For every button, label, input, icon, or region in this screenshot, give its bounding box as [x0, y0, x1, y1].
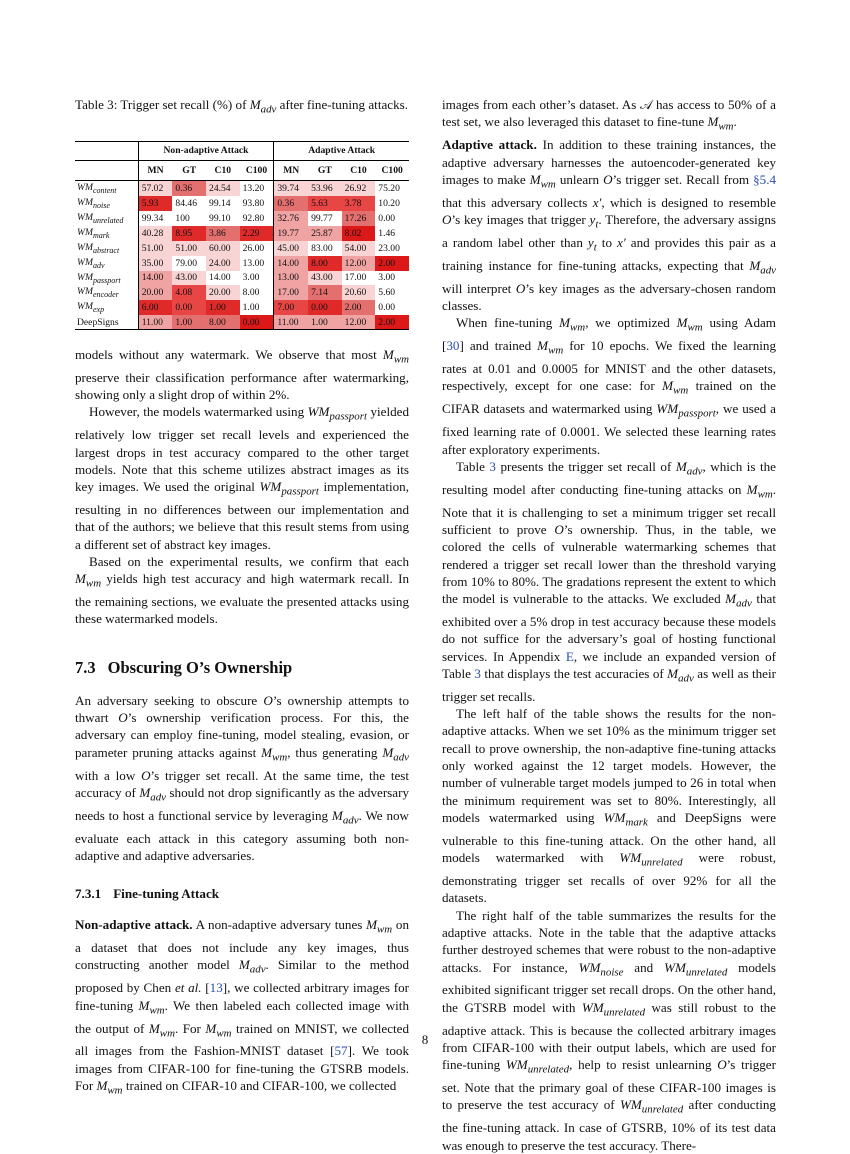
group-header-adaptive: Adaptive Attack [274, 141, 409, 160]
table-cell: 1.00 [172, 315, 206, 329]
table-cell: 26.92 [342, 181, 376, 196]
table-group-header-row [75, 141, 409, 160]
table-link[interactable]: 3 [474, 665, 481, 681]
table-cell: 7.00 [274, 300, 308, 315]
table-cell: 2.00 [375, 315, 409, 329]
table-cell: 0.00 [240, 315, 274, 329]
table-cell: 3.00 [378, 272, 396, 284]
row-label: $WM_{unrelated}$ [75, 211, 138, 226]
table-cell: 8.00 [308, 256, 342, 271]
paragraph: However, the models watermarked using $WM_{passport}$ yielded relatively low trigger set recall levels and experienced the largest drops in test accuracy compared to the other target models. Note that this scheme utilizes abstract images as its key images. We used the original $WM_{passport}$ implementation, resulting in no differences between our implementation and that of the authors; we believe that this result stems from using a different set of abstract key images. [75, 404, 409, 552]
paragraph: When fine-tuning $M_{wm}$, we optimized $M_{wm}$ using Adam [30] and trained $M_{wm}$ for 10 epochs. We fixed the learning rates at 0.01 and 0.0005 for MNIST and the other datasets, respectively, except for one case: for $M_{wm}$ trained on the CIFAR datasets and watermarked using $WM_{passport}$, we used a fixed learning rate of 0.0001. We selected these learning rates after exploratory experiments. [442, 315, 776, 457]
table-cell: 1.00 [308, 315, 342, 329]
page-number: 8 [421, 1032, 429, 1047]
table-cell: 83.00 [311, 242, 333, 254]
table-cell: 10.20 [378, 197, 400, 209]
table-cell: 79.00 [175, 257, 197, 269]
table-cell: 39.74 [274, 181, 308, 196]
table-row [75, 285, 409, 300]
row-label: DeepSigns [75, 315, 138, 329]
table-cell: 3.86 [206, 226, 240, 241]
table-row [75, 241, 409, 256]
table-cell: 11.00 [138, 315, 172, 329]
subsection-title: Fine-tuning Attack [113, 886, 220, 902]
citation-link[interactable]: 13 [209, 980, 223, 996]
col-header: MN [274, 160, 308, 181]
table-cell: 14.00 [274, 256, 308, 271]
row-label: $WM_{adv}$ [75, 256, 138, 271]
table-row [75, 226, 409, 241]
table-caption: Table 3: Trigger set recall (%) of $M_{adv}$ after fine-tuning attacks. [75, 97, 408, 116]
table-cell: 6.00 [138, 300, 172, 315]
table-body [75, 181, 409, 330]
paragraph: Adaptive attack. In addition to these training instances, the adaptive adversary harnesses the autoencoder-generated key images to make $M_{wm}$ unlearn O’s trigger set. Recall from §5.4 that this adversary collects x′, which is designed to resemble O’s key images that trigger $y_t$. Therefore, the adversary assigns a random label other than $y_t$ to x′ and provides this pair as a training instance for fine-tuning attacks, expecting that $M_{adv}$ will interpret O’s key images as the adversary-chosen random classes. [442, 137, 777, 314]
table-cell: 51.00 [138, 241, 172, 256]
table-cell: 8.00 [206, 315, 240, 329]
table-cell: 19.77 [274, 226, 308, 241]
section-link[interactable]: §5.4 [753, 171, 777, 187]
table-cell: 24.00 [206, 256, 240, 271]
table-cell: 40.28 [138, 226, 172, 241]
table-cell: 14.00 [209, 272, 231, 284]
paragraph: models without any watermark. We observe that most $M_{wm}$ preserve their classification performance after watermarking, showing only a slight drop of within 2%. [75, 346, 409, 403]
group-header-non-adaptive: Non-adaptive Attack [138, 141, 274, 160]
table-cell: 1.00 [206, 300, 240, 315]
table-cell: 5.93 [138, 196, 172, 211]
table-cell: 12.00 [342, 315, 376, 329]
row-label: $WM_{encoder}$ [75, 285, 138, 300]
table-cell: 2.29 [240, 226, 274, 241]
subsection-heading [75, 886, 409, 902]
table-cell: 8.00 [240, 285, 274, 300]
col-header: C10 [342, 160, 376, 181]
table-cell: 0.00 [172, 300, 206, 315]
paragraph: Based on the experimental results, we confirm that each $M_{wm}$ yields high test accuracy and high watermark recall. In the remaining sections, we evaluate the presented attacks using these watermarked models. [75, 553, 409, 627]
table-row [75, 181, 409, 196]
table-cell: 99.77 [311, 212, 333, 224]
table-cell: 0.00 [308, 300, 342, 315]
right-column [442, 96, 776, 1154]
citation-link[interactable]: 30 [446, 338, 460, 354]
table-row [75, 256, 409, 271]
col-header: C100 [240, 160, 274, 181]
table-cell: 54.00 [342, 241, 376, 256]
table-cell: 11.00 [274, 315, 308, 329]
table-cell: 2.00 [342, 300, 376, 315]
table-cell: 43.00 [308, 271, 342, 286]
table-cell: 32.76 [274, 211, 308, 226]
table-cell: 14.00 [138, 271, 172, 286]
section-title: Obscuring O’s Ownership [107, 657, 293, 677]
table-cell: 100 [175, 212, 190, 224]
table-cell: 2.00 [375, 256, 409, 271]
table-cell: 3.00 [240, 271, 274, 286]
row-label: $WM_{abstract}$ [75, 241, 138, 256]
paragraph: Non-adaptive attack. A non-adaptive adversary tunes $M_{wm}$ on a dataset that does not include any key images, thus constructing another model $M_{adv}$. Similar to the method proposed by Chen et al. [13], we collected arbitrary images for fine-tuning $M_{wm}$. We then labeled each collected image with the output of $M_{wm}$. For $M_{wm}$ trained on MNIST, we collected all images from the Fashion-MNIST dataset [57]. We took images from CIFAR-100 for fine-tuning the GTSRB models. For $M_{wm}$ trained on CIFAR-10 and CIFAR-100, we collected [75, 917, 410, 1097]
col-header: C100 [375, 160, 409, 181]
table-cell: 57.02 [138, 181, 172, 196]
table-cell: 1.00 [240, 300, 274, 315]
table-cell: 20.60 [342, 285, 376, 300]
table-cell: 8.02 [342, 226, 376, 241]
col-header: MN [138, 160, 172, 181]
table-cell: 35.00 [138, 256, 172, 271]
table-cell: 23.00 [378, 242, 400, 254]
table-cell: 0.36 [172, 181, 206, 196]
subsection-number: 7.3.1 [75, 886, 102, 902]
table-cell: 8.95 [172, 226, 206, 241]
table-cell: 17.00 [274, 285, 308, 300]
table-cell: 92.80 [240, 211, 274, 226]
table-row [75, 300, 409, 315]
table-cell: 53.96 [308, 181, 342, 196]
table-cell: 75.20 [378, 183, 400, 195]
table-cell: 7.14 [308, 285, 342, 300]
paragraph: The left half of the table shows the results for the non-adaptive attacks. When we set 10% as the minimum trigger set recall to prove ownership, the non-adaptive fine-tuning attacks only worked against the 12 target models. However, the number of vulnerable target models jumped to 26 in total when the minimum requirement was set to 80%. Interestingly, all models watermarked using $WM_{mark}$ and DeepSigns were vulnerable to this fine-tuning attack. On the other hand, all models watermarked with $WM_{unrelated}$ were robust, demonstrating trigger set recalls of over 92% for all the datasets. [442, 706, 777, 906]
table-cell: 43.00 [172, 271, 206, 286]
col-header: GT [172, 160, 206, 181]
left-column [75, 96, 409, 1100]
table-cell: 0.00 [378, 212, 396, 224]
table-cell: 0.36 [274, 196, 308, 211]
appendix-link[interactable]: E [565, 648, 574, 664]
table-row [75, 196, 409, 211]
row-label: $WM_{noise}$ [75, 196, 138, 211]
results-table [75, 141, 409, 330]
table-cell: 25.87 [308, 226, 342, 241]
table-cell: 93.80 [240, 196, 274, 211]
paragraph: An adversary seeking to obscure O’s ownership attempts to thwart O’s ownership verification process. For this, the adversary can employ fine-tuning, model stealing, evasion, or parameter pruning attacks against $M_{wm}$, thus generating $M_{adv}$ with a low O’s trigger set recall. At the same time, the test accuracy of $M_{adv}$ should not drop significantly as the adversary needs to host a functional service by leveraging $M_{adv}$. We now evaluate each attack in this category assuming both non-adaptive and adaptive adversaries. [75, 692, 410, 863]
table-cell: 5.63 [308, 196, 342, 211]
table-cell: 26.00 [240, 241, 274, 256]
table-cell: 17.00 [344, 272, 367, 284]
table-cell: 13.00 [274, 271, 308, 286]
table-cell: 13.20 [240, 181, 274, 196]
citation-link[interactable]: 57 [334, 1043, 348, 1059]
paragraph: images from each other’s dataset. As 𝒜 has access to 50% of a test set, we also leveraged this dataset to fine-tune $M_{wm}$. [442, 97, 776, 133]
table-cell: 17.26 [342, 211, 376, 226]
table-cell: 60.00 [206, 241, 240, 256]
row-label: $WM_{content}$ [75, 181, 138, 196]
table-cell: 5.60 [378, 287, 396, 299]
table-cell: 20.00 [138, 285, 172, 300]
table-cell: 4.08 [172, 285, 206, 300]
row-label: $WM_{exp}$ [75, 300, 138, 315]
table-cell: 24.54 [206, 181, 240, 196]
section-number: 7.3 [75, 657, 96, 677]
table-link[interactable]: 3 [489, 458, 496, 474]
table-cell: 20.00 [206, 285, 240, 300]
paragraph: Table 3 presents the trigger set recall of $M_{adv}$, which is the resulting model after conducting fine-tuning attacks on $M_{wm}$. Note that it is challenging to set a minimum trigger set recall sufficient to prove O’s ownership. Thus, in the table, we colored the cells of vulnerable watermarking schemes that rendered a trigger set recall lower than the threshold varying from 10% to 80%. The gradations represent the extent to which the model is vulnerable to the attacks. We excluded $M_{adv}$ that exhibited over a 5% drop in test accuracy because these models do not suffice for the adversary’s goal of hosting functional services. In Appendix E, we include an expanded version of Table 3 that displays the test accuracies of $M_{adv}$ as well as their trigger set recalls. [442, 458, 777, 704]
table-column-header-row [75, 160, 409, 181]
table-row [75, 315, 409, 329]
table-cell: 0.00 [378, 302, 396, 314]
table-cell: 1.46 [378, 227, 396, 239]
table-cell: 99.34 [141, 212, 164, 224]
table-cell: 13.00 [240, 256, 274, 271]
table-cell: 45.00 [274, 241, 308, 256]
col-header: C10 [206, 160, 240, 181]
table-cell: 99.10 [209, 212, 231, 224]
paragraph: The right half of the table summarizes the results for the adaptive attacks. Note in the table that the adaptive attacks further destroyed schemes that were robust to the non-adaptive attacks. For instance, $WM_{noise}$ and $WM_{unrelated}$ models exhibited significant trigger set recall drops. On the other hand, the GTSRB model with $WM_{unrelated}$ was still robust to the adaptive attack. This is because the collected arbitrary images from CIFAR-100 with their output labels, which are used for fine-tuning $WM_{unrelated}$, help to resist unlearning O’s trigger set. Note that the primary goal of these CIFAR-100 images is to preserve the test accuracy of $WM_{unrelated}$ after conducting the fine-tuning attack. In case of GTSRB, 10% of its test data was enough to preserve the test accuracy. There- [442, 907, 776, 1153]
table-cell: 51.00 [172, 241, 206, 256]
table-cell: 3.78 [342, 196, 376, 211]
table-row [75, 211, 409, 226]
table-cell: 99.14 [209, 197, 231, 209]
row-label: $WM_{mark}$ [75, 226, 138, 241]
row-label: $WM_{passport}$ [75, 271, 138, 286]
section-heading [75, 658, 409, 678]
table-cell: 12.00 [342, 256, 376, 271]
table-cell: 84.46 [175, 197, 197, 209]
table-row [75, 271, 409, 286]
col-header: GT [308, 160, 342, 181]
